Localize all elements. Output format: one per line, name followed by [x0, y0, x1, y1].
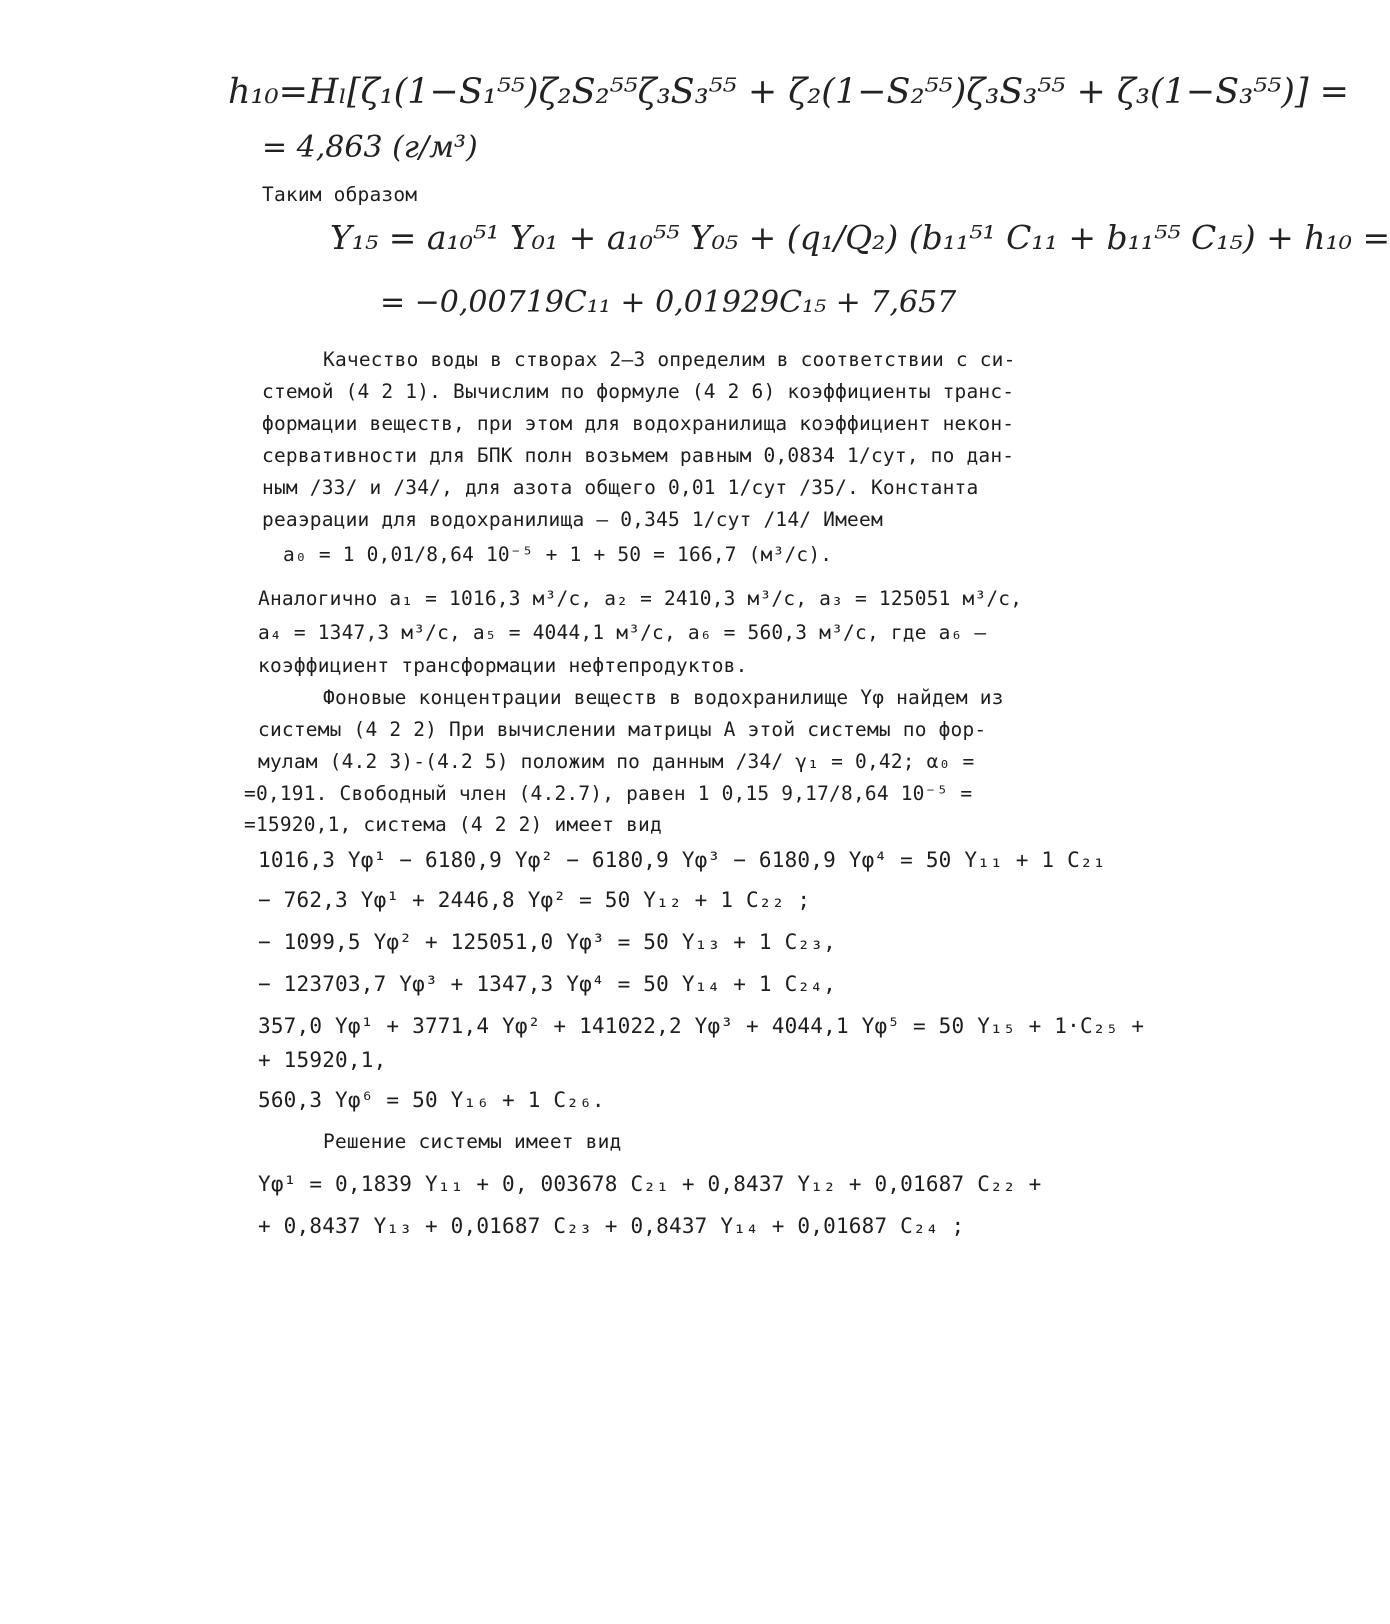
paragraph-line: системы (4 2 2) При вычислении матрицы A этой системы по фор- [258, 718, 987, 741]
paragraph-line: =15920,1, система (4 2 2) имеет вид [244, 813, 662, 836]
system-equation: + 15920,1, [258, 1048, 387, 1072]
paragraph-line: Фоновые концентрации веществ в водохранилище Yφ найдем из [323, 686, 1004, 709]
system-equation: 357,0 Yφ¹ + 3771,4 Yφ² + 141022,2 Yφ³ + 4044,1 Yφ⁵ = 50 Y₁₅ + 1·C₂₅ + [258, 1014, 1145, 1038]
paragraph-line: ным /33/ и /34/, для азота общего 0,01 1/сут /35/. Константа [262, 476, 979, 499]
system-equation: − 123703,7 Yφ³ + 1347,3 Yφ⁴ = 50 Y₁₄ + 1 C₂₄, [258, 972, 836, 996]
paragraph-line: реаэрации для водохранилища – 0,345 1/сут /14/ Имеем [262, 508, 883, 531]
formula-y15-result: = −0,00719C₁₁ + 0,01929C₁₅ + 7,657 [380, 285, 957, 320]
paragraph-line: Аналогично a₁ = 1016,3 м³/с, a₂ = 2410,3 м³/с, a₃ = 125051 м³/с, [258, 587, 1023, 610]
solution-equation: Yφ¹ = 0,1839 Y₁₁ + 0, 003678 C₂₁ + 0,8437 Y₁₂ + 0,01687 C₂₂ + [258, 1172, 1042, 1196]
paragraph-line: сервативности для БПК полн возьмем равным 0,0834 1/сут, по дан- [262, 444, 1015, 467]
formula-y15: Y₁₅ = a₁₀⁵¹ Y₀₁ + a₁₀⁵⁵ Y₀₅ + (q₁/Q₂) (b₁₁⁵¹ C₁₁ + b₁₁⁵⁵ C₁₅) + h₁₀ = [330, 218, 1390, 257]
paragraph-line: стемой (4 2 1). Вычислим по формуле (4 2 6) коэффициенты транс- [262, 380, 1015, 403]
system-equation: − 762,3 Yφ¹ + 2446,8 Yφ² = 50 Y₁₂ + 1 C₂₂ ; [258, 888, 811, 912]
paragraph-line: коэффициент трансформации нефтепродуктов. [258, 654, 748, 677]
formula-h10-result: = 4,863 (г/м³) [262, 130, 478, 165]
system-equation: 1016,3 Yφ¹ − 6180,9 Yφ² − 6180,9 Yφ³ − 6180,9 Yφ⁴ = 50 Y₁₁ + 1 C₂₁ [258, 848, 1106, 872]
paragraph-line: a₄ = 1347,3 м³/с, a₅ = 4044,1 м³/с, a₆ = 560,3 м³/с, где a₆ – [258, 621, 987, 644]
solution-equation: + 0,8437 Y₁₃ + 0,01687 C₂₃ + 0,8437 Y₁₄ + 0,01687 C₂₄ ; [258, 1214, 965, 1238]
paragraph-line: Качество воды в створах 2–3 определим в соответствии с си- [323, 348, 1016, 371]
intro-text: Таким образом [262, 183, 418, 206]
paragraph-line: мулам (4.2 3)-(4.2 5) положим по данным /34/ γ₁ = 0,42; α₀ = [258, 750, 975, 773]
solution-intro: Решение системы имеет вид [323, 1130, 622, 1153]
system-equation: 560,3 Yφ⁶ = 50 Y₁₆ + 1 C₂₆. [258, 1088, 605, 1112]
system-equation: − 1099,5 Yφ² + 125051,0 Yφ³ = 50 Y₁₃ + 1 C₂₃, [258, 930, 836, 954]
paragraph-line: формации веществ, при этом для водохранилища коэффициент некон- [262, 412, 1015, 435]
paragraph-line: =0,191. Свободный член (4.2.7), равен 1 0,15 9,17/8,64 10⁻⁵ = [244, 782, 973, 805]
formula-h10: h₁₀=Hₗ[ζ₁(1−S₁⁵⁵)ζ₂S₂⁵⁵ζ₃S₃⁵⁵ + ζ₂(1−S₂⁵⁵)ζ₃S₃⁵⁵ + ζ₃(1−S₃⁵⁵)] = [228, 72, 1349, 112]
equation-a0: a₀ = 1 0,01/8,64 10⁻⁵ + 1 + 50 = 166,7 (м³/с). [283, 543, 833, 566]
